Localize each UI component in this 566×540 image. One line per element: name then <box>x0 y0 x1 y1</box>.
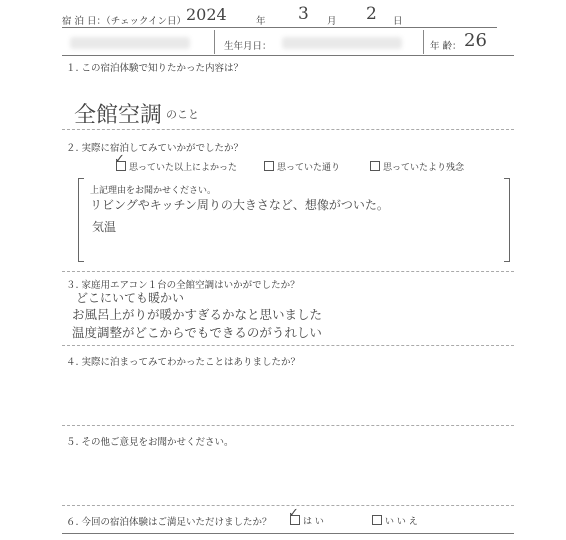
q2-answer-line2: 気温 <box>92 220 117 234</box>
q3-question: ３. 家庭用エアコン１台の全館空調はいかがでしたか？ <box>66 280 300 291</box>
q5-question: ５. その他ご意見をお聞かせください。 <box>66 437 234 448</box>
age-value: 26 <box>464 30 487 51</box>
q2-option-disappointing-checkbox[interactable] <box>370 161 380 171</box>
reason-bracket-right <box>504 178 510 262</box>
q2-option-expected-label: 思っていた通り <box>277 163 341 173</box>
month-unit: 月 <box>327 16 337 27</box>
q3-divider <box>62 345 514 346</box>
q2-option-disappointing-label: 思っていたより残念 <box>383 163 465 173</box>
q6-option-no[interactable] <box>372 514 418 527</box>
day-value: 2 <box>366 4 377 24</box>
q6-bottom-line <box>62 533 514 534</box>
stay-date-label: 宿 泊 日：（チェックイン日） <box>62 16 187 27</box>
q2-reason-prompt: 上記理由をお聞かせください。 <box>90 186 217 196</box>
day-unit: 日 <box>393 16 403 27</box>
q2-option-better-label: 思っていた以上によかった <box>129 163 238 173</box>
q6-option-no-label: い い え <box>385 517 418 527</box>
header-top-line <box>62 27 497 28</box>
name-redacted <box>70 37 190 49</box>
q3-answer-line2: お風呂上がりが暖かすぎるかなと思いました <box>72 307 323 322</box>
q4-divider <box>62 425 514 426</box>
q6-option-yes-label: は い <box>303 517 324 527</box>
year-unit: 年 <box>256 16 266 27</box>
q2-option-better[interactable] <box>116 160 237 173</box>
q6-option-no-checkbox[interactable] <box>372 515 382 525</box>
q1-answer-small: のこと <box>166 108 199 121</box>
check-mark-icon: ✓ <box>114 152 125 167</box>
age-label: 年 齢： <box>430 41 462 52</box>
year-value: 2024 <box>186 5 227 24</box>
reason-bracket-left <box>78 178 84 262</box>
q2-option-disappointing[interactable] <box>370 160 464 173</box>
q4-question: ４. 実際に泊まってみてわかったことはありましたか？ <box>66 357 301 368</box>
header-divider-1 <box>214 30 215 54</box>
birthdate-label: 生年月日： <box>224 41 272 52</box>
q2-option-expected-checkbox[interactable] <box>264 161 274 171</box>
month-value: 3 <box>298 4 309 24</box>
header-bottom-line <box>62 55 514 56</box>
header-divider-2 <box>423 30 424 54</box>
q2-question: ２. 実際に宿泊してみていかがでしたか？ <box>66 143 244 154</box>
birthdate-redacted <box>282 37 402 49</box>
check-mark-icon: ✓ <box>288 506 299 521</box>
q3-answer-line3: 温度調整がどこからでもできるのがうれしい <box>72 325 322 340</box>
q2-answer-line1: リビングやキッチン周りの大きさなど、想像がついた。 <box>90 198 389 212</box>
q2-option-expected[interactable] <box>264 160 340 173</box>
q1-divider <box>62 129 514 130</box>
q1-answer-main: 全館空調 <box>74 103 163 128</box>
q3-answer-line1: どこにいても暖かい <box>76 291 185 305</box>
q2-divider <box>62 271 514 272</box>
q1-question: １. この宿泊体験で知りたかった内容は？ <box>66 63 244 74</box>
q6-question: ６. 今回の宿泊体験はご満足いただけましたか？ <box>66 517 272 528</box>
